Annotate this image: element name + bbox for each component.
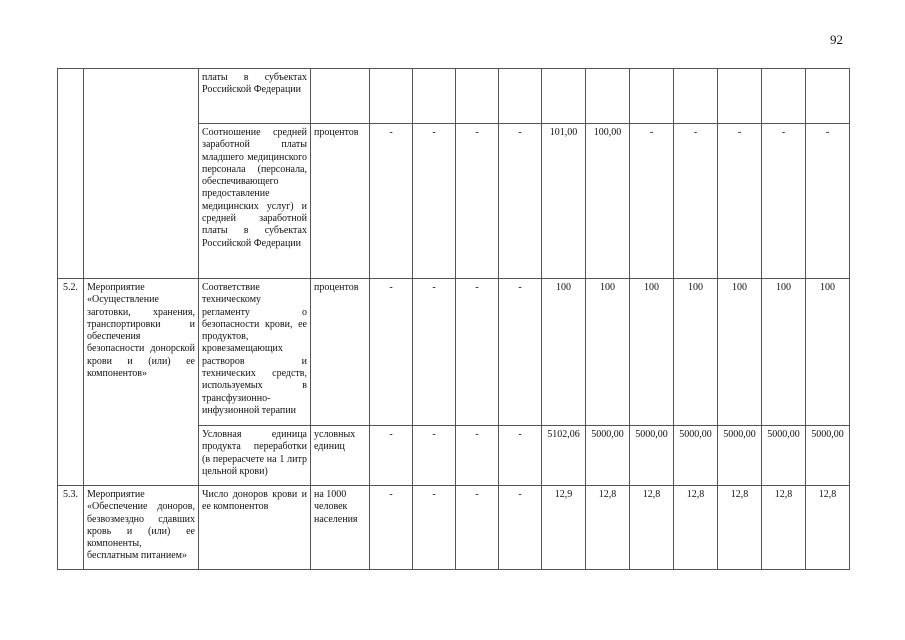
value-cell [370,69,413,124]
value-cell: 12,8 [674,486,718,570]
measure-cell: Мероприятие «Обеспечение доноров, безвозмездно сдавших кровь и (или) ее компоненты, бесплатным питанием» [84,486,199,570]
indicator-cell: Соответствие техническому регламенту о безопасности крови, ее продуктов, кровезамещающих растворов и технических средств, используемых в трансфузионно-инфузионной терапии [199,279,311,426]
value-cell: 100 [586,279,630,426]
value-cell: - [674,124,718,279]
value-cell: 12,8 [762,486,806,570]
indicator-cell: Соотношение средней заработной платы младшего медицинского персонала (персонала, обеспечивающего предоставление медицинских услуг) и средней заработной платы в субъектах Российской Федерации [199,124,311,279]
value-cell: - [413,486,456,570]
page-number: 92 [830,32,843,47]
value-cell: - [630,124,674,279]
row-index-cell: 5.2. [58,279,84,486]
row-index-cell [58,69,84,279]
measure-cell: Мероприятие «Осуществление заготовки, хранения, транспортировки и обеспечения безопасности донорской крови и (или) ее компонентов» [84,279,199,486]
value-cell [456,69,499,124]
value-cell: 5000,00 [806,426,850,486]
value-cell: 12,8 [806,486,850,570]
value-cell: 5000,00 [762,426,806,486]
value-cell: 100 [718,279,762,426]
value-cell: 100,00 [586,124,630,279]
indicator-cell: Число доноров крови и ее компонентов [199,486,311,570]
unit-cell: процентов [311,279,370,426]
value-cell: 100 [762,279,806,426]
value-cell: - [499,124,542,279]
unit-cell: процентов [311,124,370,279]
indicator-cell: Условная единица продукта переработки (в перерасчете на 1 литр цельной крови) [199,426,311,486]
table-row [58,69,850,124]
table-row [58,279,850,426]
value-cell [542,69,586,124]
value-cell: - [370,279,413,426]
value-cell: - [413,426,456,486]
value-cell [806,69,850,124]
value-cell: 100 [806,279,850,426]
value-cell: 5000,00 [718,426,762,486]
value-cell: - [499,279,542,426]
value-cell: 100 [674,279,718,426]
value-cell: 12,8 [630,486,674,570]
table-row [58,486,850,570]
value-cell: - [413,279,456,426]
value-cell: 5000,00 [674,426,718,486]
value-cell [674,69,718,124]
value-cell [762,69,806,124]
value-cell [413,69,456,124]
value-cell: - [370,426,413,486]
value-cell: - [718,124,762,279]
value-cell: - [499,426,542,486]
value-cell: 101,00 [542,124,586,279]
value-cell: 12,9 [542,486,586,570]
value-cell [499,69,542,124]
unit-cell: на 1000 человек населения [311,486,370,570]
value-cell: - [370,486,413,570]
value-cell: 100 [542,279,586,426]
value-cell: 12,8 [586,486,630,570]
value-cell: 5000,00 [586,426,630,486]
value-cell [586,69,630,124]
value-cell: - [456,486,499,570]
unit-cell: условных единиц [311,426,370,486]
value-cell: - [806,124,850,279]
value-cell [630,69,674,124]
value-cell: 12,8 [718,486,762,570]
value-cell: - [456,124,499,279]
indicators-table [57,68,850,570]
value-cell: - [370,124,413,279]
value-cell: 5102,06 [542,426,586,486]
value-cell: - [499,486,542,570]
value-cell: 5000,00 [630,426,674,486]
unit-cell [311,69,370,124]
value-cell: - [456,426,499,486]
indicator-cell: платы в субъектах Российской Федерации [199,69,311,124]
value-cell [718,69,762,124]
value-cell: - [762,124,806,279]
value-cell: 100 [630,279,674,426]
measure-cell [84,69,199,279]
row-index-cell: 5.3. [58,486,84,570]
value-cell: - [456,279,499,426]
value-cell: - [413,124,456,279]
